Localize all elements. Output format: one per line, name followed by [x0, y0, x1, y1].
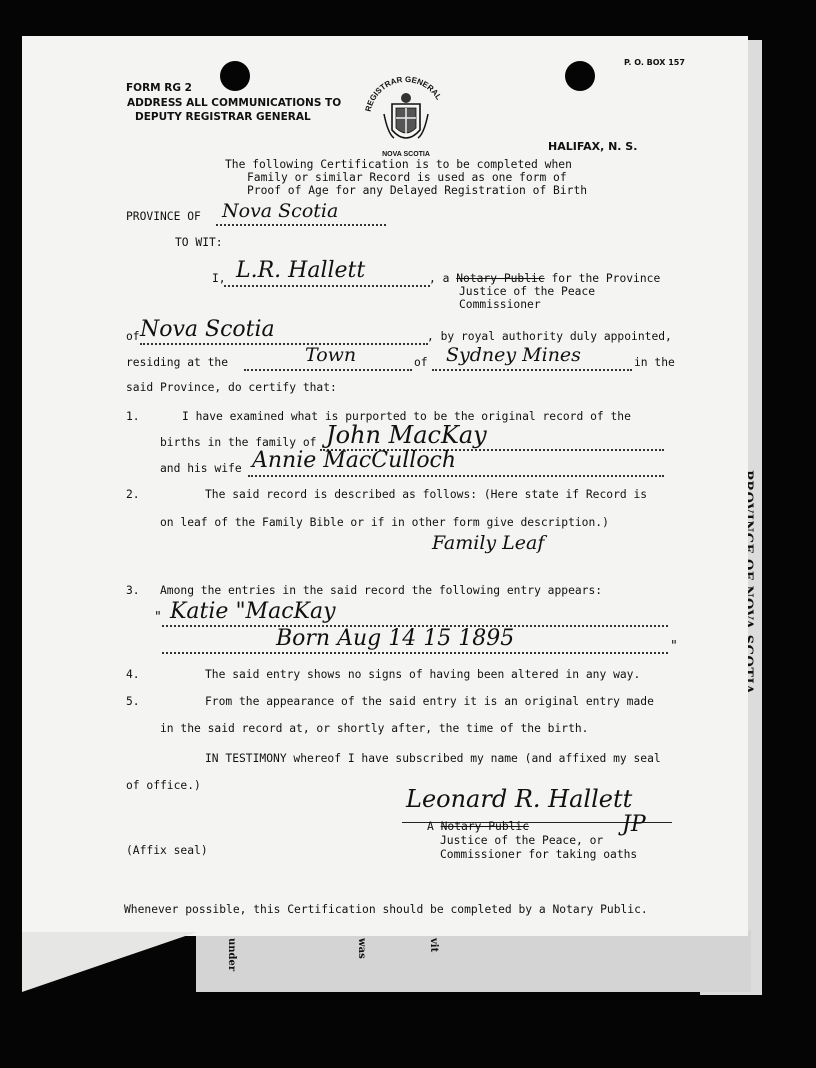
- registrar-general-seal: [360, 74, 452, 164]
- appointed-text: , by royal authority duly appointed,: [427, 330, 672, 343]
- seal-top-text: REGISTRAR GENERAL: [363, 74, 444, 113]
- intro-line-3: Proof of Age for any Delayed Registration of Birth: [247, 184, 588, 197]
- affix-seal-label: (Affix seal): [126, 844, 208, 857]
- residing-town-handwritten: Sydney Mines: [446, 344, 581, 366]
- of-label: of: [126, 330, 140, 343]
- officer-name-line: [224, 285, 430, 287]
- officer-prefix: I,: [212, 272, 226, 285]
- item-1-number: 1.: [126, 410, 140, 423]
- signature-title-3: Commissioner for taking oaths: [440, 848, 638, 861]
- certify-text: said Province, do certify that:: [126, 381, 337, 394]
- item-2-line-1: The said record is described as follows: (Here state if Record is: [205, 488, 648, 501]
- province-handwritten: Nova Scotia: [222, 200, 339, 222]
- item-2-line-2: on leaf of the Family Bible or if in other form give description.): [160, 516, 609, 529]
- wife-handwritten: Annie MacCulloch: [252, 448, 457, 473]
- testimony-line-2: of office.): [126, 779, 201, 792]
- residing-label: residing at the: [126, 356, 229, 369]
- city-label: HALIFAX, N. S.: [548, 140, 638, 153]
- address-line-2: DEPUTY REGISTRAR GENERAL: [135, 111, 311, 123]
- officer-signature: Leonard R. Hallett: [406, 785, 633, 813]
- item-3-line-1: Among the entries in the said record the following entry appears:: [160, 584, 603, 597]
- officer-title-prefix: , a: [429, 272, 457, 285]
- of-line: [140, 343, 428, 345]
- residing-suffix: in the: [634, 356, 675, 369]
- signature-title-prefix: A: [427, 820, 441, 833]
- entry-open-quote: ": [154, 610, 162, 625]
- item-1-line-2: births in the family of: [160, 436, 317, 449]
- form-number: FORM RG 2: [126, 82, 192, 94]
- entry-handwritten-1: Katie "MacKay: [170, 599, 336, 624]
- family-handwritten: John MacKay: [326, 421, 487, 449]
- entry-close-quote: ": [670, 639, 678, 654]
- item-5-line-2: in the said record at, or shortly after, the time of the birth.: [160, 722, 589, 735]
- entry-line-2: [162, 652, 668, 654]
- officer-title-commissioner: Commissioner: [459, 298, 541, 311]
- back-fragment: under: [226, 938, 237, 972]
- footer-note: Whenever possible, this Certification should be completed by a Notary Public.: [124, 903, 648, 916]
- signature-title-struck: Notary Public: [440, 820, 530, 833]
- testimony-line-1: IN TESTIMONY whereof I have subscribed my name (and affixed my seal: [205, 752, 661, 765]
- wife-line: [248, 475, 664, 477]
- officer-title-suffix: for the Province: [544, 272, 661, 285]
- intro-line-1: The following Certification is to be completed when: [225, 158, 572, 171]
- intro-line-2: Family or similar Record is used as one form of: [247, 171, 567, 184]
- residing-of-label: of: [414, 356, 428, 369]
- item-3-number: 3.: [126, 584, 140, 597]
- item-4-line-1: The said entry shows no signs of having been altered in any way.: [205, 668, 641, 681]
- underlying-page-bottom: [196, 930, 751, 992]
- residing-place-line: [244, 369, 412, 371]
- punch-hole: [220, 61, 250, 91]
- seal-bottom-text: NOVA SCOTIA: [382, 151, 430, 158]
- officer-title-jp: Justice of the Peace: [459, 285, 596, 298]
- wife-label: and his wife: [160, 462, 242, 475]
- signature-initials: JP: [622, 812, 646, 837]
- punch-hole: [565, 61, 595, 91]
- back-fragment: was: [356, 938, 367, 959]
- signature-title-1: [427, 820, 529, 833]
- item-2-number: 2.: [126, 488, 140, 501]
- entry-handwritten-2: Born Aug 14 15 1895: [276, 626, 515, 651]
- province-line: [216, 224, 386, 226]
- officer-title: [429, 272, 660, 285]
- folded-corner: [22, 932, 197, 992]
- province-label: PROVINCE OF: [126, 210, 201, 223]
- item-5-line-1: From the appearance of the said entry it is an original entry made: [205, 695, 654, 708]
- item-1-line-1: I have examined what is purported to be the original record of the: [182, 410, 631, 423]
- address-line-1: ADDRESS ALL COMMUNICATIONS TO: [127, 97, 342, 109]
- officer-title-struck: Notary Public: [456, 272, 545, 285]
- certification-document: [22, 36, 748, 936]
- residing-place-handwritten: Town: [305, 344, 357, 366]
- residing-town-line: [432, 369, 632, 371]
- item-5-number: 5.: [126, 695, 140, 708]
- po-box: P. O. BOX 157: [624, 58, 685, 67]
- back-fragment: vit: [428, 938, 439, 953]
- of-handwritten: Nova Scotia: [140, 317, 275, 342]
- to-wit-label: TO WIT:: [175, 236, 223, 249]
- item-4-number: 4.: [126, 668, 140, 681]
- record-description-handwritten: Family Leaf: [432, 532, 545, 554]
- officer-name-handwritten: L.R. Hallett: [236, 258, 366, 283]
- signature-title-2: Justice of the Peace, or: [440, 834, 604, 847]
